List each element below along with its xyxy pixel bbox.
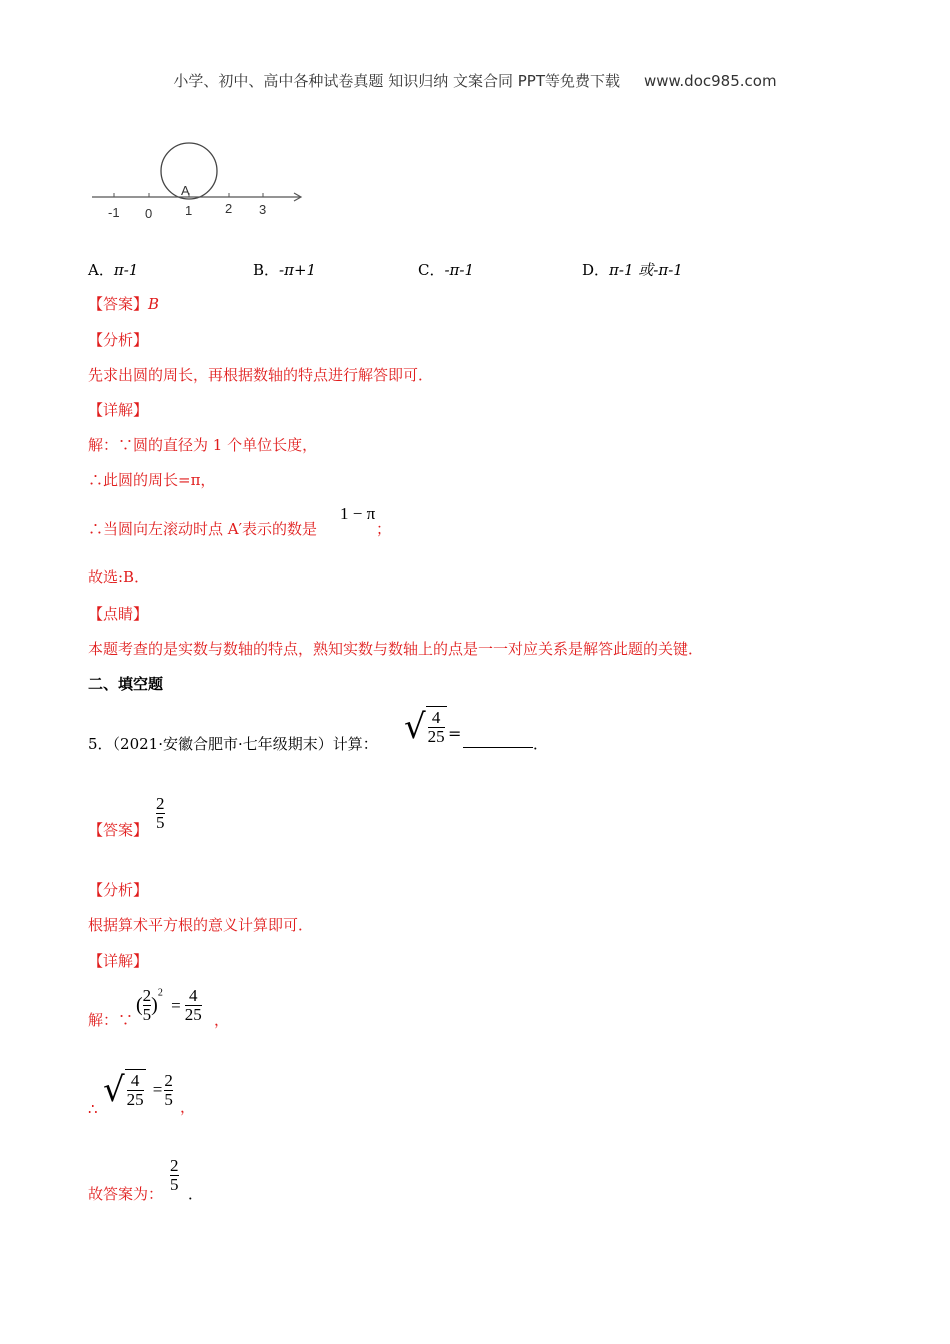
fraction-numerator: 4 bbox=[431, 708, 441, 727]
q5-detail-2-comma: ， bbox=[180, 1098, 196, 1116]
detail-expression: 1 − π bbox=[340, 504, 376, 523]
detail-line-3-end: ； bbox=[376, 520, 392, 538]
tick-label: 1 bbox=[185, 203, 193, 218]
analysis-text: 先求出圆的周长，再根据数轴的特点进行解答即可． bbox=[88, 366, 434, 384]
q5-sqrt: √ $\frac{4}{25}$ bbox=[404, 707, 445, 747]
section-title: 二、填空题 bbox=[88, 675, 164, 693]
q5-analysis-text: 根据算术平方根的意义计算即可． bbox=[88, 916, 314, 934]
page-header bbox=[0, 70, 950, 91]
point-label: A bbox=[181, 183, 190, 198]
comment-label: 【点睛】 bbox=[88, 605, 149, 623]
q5-final-prefix: 故答案为： bbox=[88, 1185, 164, 1203]
detail-line-2: ∴此圆的周长=π， bbox=[88, 471, 216, 489]
q5-stem-end: ． bbox=[533, 735, 549, 753]
q5-answer-fraction: $\frac{2}{5}$ bbox=[156, 794, 165, 832]
header-text: 小学、初中、高中各种试卷真题 知识归纳 文案合同 PPT等免费下载 bbox=[173, 72, 620, 90]
tick-label: -1 bbox=[108, 205, 120, 220]
q5-detail-label: 【详解】 bbox=[88, 952, 149, 970]
analysis-label: 【分析】 bbox=[88, 331, 149, 349]
number-line-figure bbox=[88, 140, 308, 225]
q5-final-fraction: $\frac{2}{5}$ bbox=[170, 1156, 179, 1194]
fraction-denominator: 25 bbox=[427, 727, 445, 746]
option-d: D．π-1 或-π-1 bbox=[582, 261, 683, 279]
q5-equals: = bbox=[448, 724, 462, 743]
tick-label: 2 bbox=[225, 201, 233, 216]
option-a: A．π-1 bbox=[88, 261, 139, 279]
tick-label: 0 bbox=[145, 206, 153, 221]
q5-detail-1-comma: ， bbox=[214, 1011, 230, 1029]
answer-line: 【答案】B bbox=[88, 295, 160, 313]
q5-detail-1-prefix: 解：∵ bbox=[88, 1011, 134, 1029]
q5-final-end: ． bbox=[188, 1185, 204, 1203]
option-b: B．-π+1 bbox=[253, 261, 317, 279]
header-site[interactable]: www.doc985.com bbox=[643, 72, 777, 90]
option-c: C．-π-1 bbox=[418, 261, 475, 279]
q5-blank bbox=[463, 733, 533, 752]
comment-text: 本题考查的是实数与数轴的特点，熟知实数与数轴上的点是一一对应关系是解答此题的关键． bbox=[88, 640, 704, 658]
q5-therefore: ∴ bbox=[88, 1100, 98, 1118]
q5-detail-1-expr: ( $\frac{2}{5}$ )$^2$ = $\frac{4}{25}$ bbox=[136, 986, 202, 1024]
q5-stem: 5．（2021·安徽合肥市·七年级期末）计算： bbox=[88, 735, 378, 753]
q5-detail-2-expr: √ $\frac{4}{25}$ = $\frac{2}{5}$ bbox=[103, 1070, 173, 1110]
detail-line-1: 解：∵圆的直径为 1 个单位长度， bbox=[88, 436, 318, 454]
q5-answer-label: 【答案】 bbox=[88, 821, 149, 839]
tick-label: 3 bbox=[259, 202, 267, 217]
detail-label: 【详解】 bbox=[88, 401, 149, 419]
detail-line-4: 故选:B． bbox=[88, 568, 150, 586]
q5-analysis-label: 【分析】 bbox=[88, 881, 149, 899]
detail-line-3: ∴当圆向左滚动时点 A′表示的数是 bbox=[88, 520, 318, 538]
